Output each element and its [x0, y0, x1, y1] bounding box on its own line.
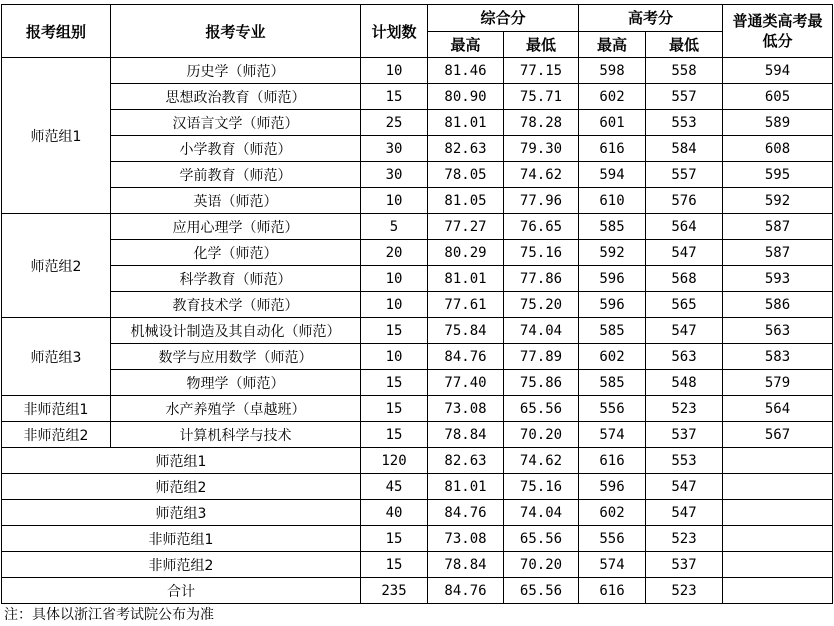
plan-cell: 10 [361, 188, 428, 214]
g-max-cell: 601 [579, 110, 646, 136]
gen-min-cell: 605 [723, 84, 833, 110]
summary-label-cell: 师范组3 [2, 500, 361, 526]
g-min-cell: 576 [646, 188, 723, 214]
c-min-cell: 74.62 [504, 162, 579, 188]
g-min-cell: 584 [646, 136, 723, 162]
c-max-cell: 80.90 [428, 84, 504, 110]
g-min-cell: 564 [646, 214, 723, 240]
g-max-cell: 594 [579, 162, 646, 188]
summary-row [2, 552, 833, 578]
g-min-cell: 537 [646, 422, 723, 448]
summary-label-cell: 师范组2 [2, 474, 361, 500]
gen-min-cell: 567 [723, 422, 833, 448]
summary-g-min-cell: 553 [646, 448, 723, 474]
plan-cell: 30 [361, 136, 428, 162]
c-max-cell: 75.84 [428, 318, 504, 344]
c-max-cell: 81.01 [428, 266, 504, 292]
plan-cell: 10 [361, 266, 428, 292]
gen-min-cell: 594 [723, 58, 833, 84]
plan-cell: 25 [361, 110, 428, 136]
header-gaokao-max: 最高 [579, 31, 646, 58]
c-min-cell: 75.86 [504, 370, 579, 396]
summary-g-max-cell: 602 [579, 500, 646, 526]
g-min-cell: 547 [646, 318, 723, 344]
header-group: 报考组别 [2, 5, 111, 58]
plan-cell: 15 [361, 396, 428, 422]
plan-cell: 15 [361, 84, 428, 110]
major-cell: 学前教育（师范） [111, 162, 361, 188]
table-row [2, 162, 833, 188]
major-cell: 化学（师范） [111, 240, 361, 266]
c-min-cell: 79.30 [504, 136, 579, 162]
g-max-cell: 610 [579, 188, 646, 214]
c-max-cell: 84.76 [428, 344, 504, 370]
table-row [2, 110, 833, 136]
summary-g-max-cell: 556 [579, 526, 646, 552]
summary-plan-cell: 120 [361, 448, 428, 474]
header-gaokao: 高考分 [579, 5, 723, 32]
plan-cell: 10 [361, 344, 428, 370]
c-min-cell: 65.56 [504, 396, 579, 422]
group-name-cell: 师范组2 [2, 214, 111, 318]
g-min-cell: 547 [646, 240, 723, 266]
table-row [2, 266, 833, 292]
summary-c-max-cell: 78.84 [428, 552, 504, 578]
summary-g-min-cell: 523 [646, 578, 723, 604]
summary-g-max-cell: 574 [579, 552, 646, 578]
g-min-cell: 557 [646, 162, 723, 188]
summary-g-min-cell: 523 [646, 526, 723, 552]
g-min-cell: 563 [646, 344, 723, 370]
major-cell: 英语（师范） [111, 188, 361, 214]
summary-gen-min-cell [723, 578, 833, 604]
summary-g-min-cell: 537 [646, 552, 723, 578]
gen-min-cell: 592 [723, 188, 833, 214]
table-row [2, 240, 833, 266]
summary-gen-min-cell [723, 474, 833, 500]
plan-cell: 30 [361, 162, 428, 188]
gen-min-cell: 595 [723, 162, 833, 188]
plan-cell: 20 [361, 240, 428, 266]
group-name-cell: 师范组1 [2, 58, 111, 214]
summary-row [2, 500, 833, 526]
g-max-cell: 602 [579, 84, 646, 110]
table-row [2, 58, 833, 84]
g-min-cell: 523 [646, 396, 723, 422]
summary-label-cell: 师范组1 [2, 448, 361, 474]
c-max-cell: 82.63 [428, 136, 504, 162]
c-max-cell: 81.46 [428, 58, 504, 84]
plan-cell: 15 [361, 370, 428, 396]
c-min-cell: 77.89 [504, 344, 579, 370]
summary-plan-cell: 15 [361, 552, 428, 578]
summary-row [2, 578, 833, 604]
gen-min-cell: 589 [723, 110, 833, 136]
header-gaokao-min: 最低 [646, 31, 723, 58]
summary-gen-min-cell [723, 448, 833, 474]
g-max-cell: 556 [579, 396, 646, 422]
summary-c-min-cell: 74.62 [504, 448, 579, 474]
plan-cell: 15 [361, 422, 428, 448]
table-row [2, 396, 833, 422]
summary-g-max-cell: 616 [579, 578, 646, 604]
c-max-cell: 81.01 [428, 110, 504, 136]
g-min-cell: 558 [646, 58, 723, 84]
table-row [2, 214, 833, 240]
table-row [2, 136, 833, 162]
g-max-cell: 616 [579, 136, 646, 162]
summary-label-cell: 非师范组1 [2, 526, 361, 552]
gen-min-cell: 587 [723, 214, 833, 240]
score-table [1, 4, 833, 604]
gen-min-cell: 563 [723, 318, 833, 344]
major-cell: 汉语言文学（师范） [111, 110, 361, 136]
summary-c-min-cell: 70.20 [504, 552, 579, 578]
summary-gen-min-cell [723, 500, 833, 526]
c-max-cell: 80.29 [428, 240, 504, 266]
plan-cell: 10 [361, 58, 428, 84]
summary-gen-min-cell [723, 552, 833, 578]
summary-g-max-cell: 616 [579, 448, 646, 474]
gen-min-cell: 579 [723, 370, 833, 396]
major-cell: 科学教育（师范） [111, 266, 361, 292]
table-row [2, 422, 833, 448]
gen-min-cell: 564 [723, 396, 833, 422]
c-min-cell: 75.20 [504, 292, 579, 318]
major-cell: 思想政治教育（师范） [111, 84, 361, 110]
major-cell: 应用心理学（师范） [111, 214, 361, 240]
summary-c-max-cell: 84.76 [428, 500, 504, 526]
summary-plan-cell: 40 [361, 500, 428, 526]
c-max-cell: 73.08 [428, 396, 504, 422]
table-row [2, 292, 833, 318]
c-max-cell: 77.27 [428, 214, 504, 240]
g-max-cell: 596 [579, 266, 646, 292]
summary-row [2, 448, 833, 474]
gen-min-cell: 593 [723, 266, 833, 292]
gen-min-cell: 586 [723, 292, 833, 318]
gen-min-cell: 583 [723, 344, 833, 370]
g-max-cell: 598 [579, 58, 646, 84]
summary-label-cell: 非师范组2 [2, 552, 361, 578]
table-body [2, 58, 833, 604]
c-max-cell: 77.61 [428, 292, 504, 318]
summary-label-cell: 合计 [2, 578, 361, 604]
g-min-cell: 548 [646, 370, 723, 396]
header-composite-max: 最高 [428, 31, 504, 58]
footnote: 注：具体以浙江省考试院公布为准 [4, 607, 214, 623]
g-min-cell: 565 [646, 292, 723, 318]
c-min-cell: 77.86 [504, 266, 579, 292]
major-cell: 数学与应用数学（师范） [111, 344, 361, 370]
header-general-min: 普通类高考最低分 [723, 5, 833, 58]
group-name-cell: 非师范组2 [2, 422, 111, 448]
major-cell: 物理学（师范） [111, 370, 361, 396]
g-max-cell: 592 [579, 240, 646, 266]
c-min-cell: 77.15 [504, 58, 579, 84]
c-min-cell: 76.65 [504, 214, 579, 240]
major-cell: 教育技术学（师范） [111, 292, 361, 318]
c-min-cell: 77.96 [504, 188, 579, 214]
summary-gen-min-cell [723, 526, 833, 552]
major-cell: 历史学（师范） [111, 58, 361, 84]
header-major: 报考专业 [111, 5, 361, 58]
gen-min-cell: 608 [723, 136, 833, 162]
table-row [2, 318, 833, 344]
c-min-cell: 75.71 [504, 84, 579, 110]
summary-plan-cell: 15 [361, 526, 428, 552]
summary-g-min-cell: 547 [646, 474, 723, 500]
c-min-cell: 74.04 [504, 318, 579, 344]
group-name-cell: 师范组3 [2, 318, 111, 396]
c-max-cell: 78.84 [428, 422, 504, 448]
major-cell: 水产养殖学（卓越班） [111, 396, 361, 422]
summary-c-max-cell: 81.01 [428, 474, 504, 500]
g-max-cell: 585 [579, 318, 646, 344]
summary-c-max-cell: 73.08 [428, 526, 504, 552]
g-max-cell: 585 [579, 370, 646, 396]
summary-c-min-cell: 65.56 [504, 526, 579, 552]
c-max-cell: 78.05 [428, 162, 504, 188]
summary-row [2, 526, 833, 552]
header-composite-min: 最低 [504, 31, 579, 58]
g-min-cell: 553 [646, 110, 723, 136]
summary-row [2, 474, 833, 500]
g-min-cell: 568 [646, 266, 723, 292]
table-row [2, 344, 833, 370]
summary-c-min-cell: 65.56 [504, 578, 579, 604]
table-row [2, 370, 833, 396]
header-composite: 综合分 [428, 5, 579, 32]
summary-g-max-cell: 596 [579, 474, 646, 500]
g-max-cell: 602 [579, 344, 646, 370]
g-max-cell: 585 [579, 214, 646, 240]
summary-plan-cell: 45 [361, 474, 428, 500]
major-cell: 机械设计制造及其自动化（师范） [111, 318, 361, 344]
summary-c-min-cell: 74.04 [504, 500, 579, 526]
table-row [2, 84, 833, 110]
group-name-cell: 非师范组1 [2, 396, 111, 422]
summary-c-max-cell: 82.63 [428, 448, 504, 474]
c-max-cell: 77.40 [428, 370, 504, 396]
table-row [2, 188, 833, 214]
g-min-cell: 557 [646, 84, 723, 110]
summary-c-max-cell: 84.76 [428, 578, 504, 604]
plan-cell: 15 [361, 318, 428, 344]
c-max-cell: 81.05 [428, 188, 504, 214]
summary-plan-cell: 235 [361, 578, 428, 604]
c-min-cell: 75.16 [504, 240, 579, 266]
gen-min-cell: 587 [723, 240, 833, 266]
header-plan: 计划数 [361, 5, 428, 58]
c-min-cell: 70.20 [504, 422, 579, 448]
summary-c-min-cell: 75.16 [504, 474, 579, 500]
table-header [2, 5, 833, 58]
c-min-cell: 78.28 [504, 110, 579, 136]
g-max-cell: 596 [579, 292, 646, 318]
plan-cell: 5 [361, 214, 428, 240]
g-max-cell: 574 [579, 422, 646, 448]
major-cell: 小学教育（师范） [111, 136, 361, 162]
major-cell: 计算机科学与技术 [111, 422, 361, 448]
plan-cell: 10 [361, 292, 428, 318]
summary-g-min-cell: 547 [646, 500, 723, 526]
